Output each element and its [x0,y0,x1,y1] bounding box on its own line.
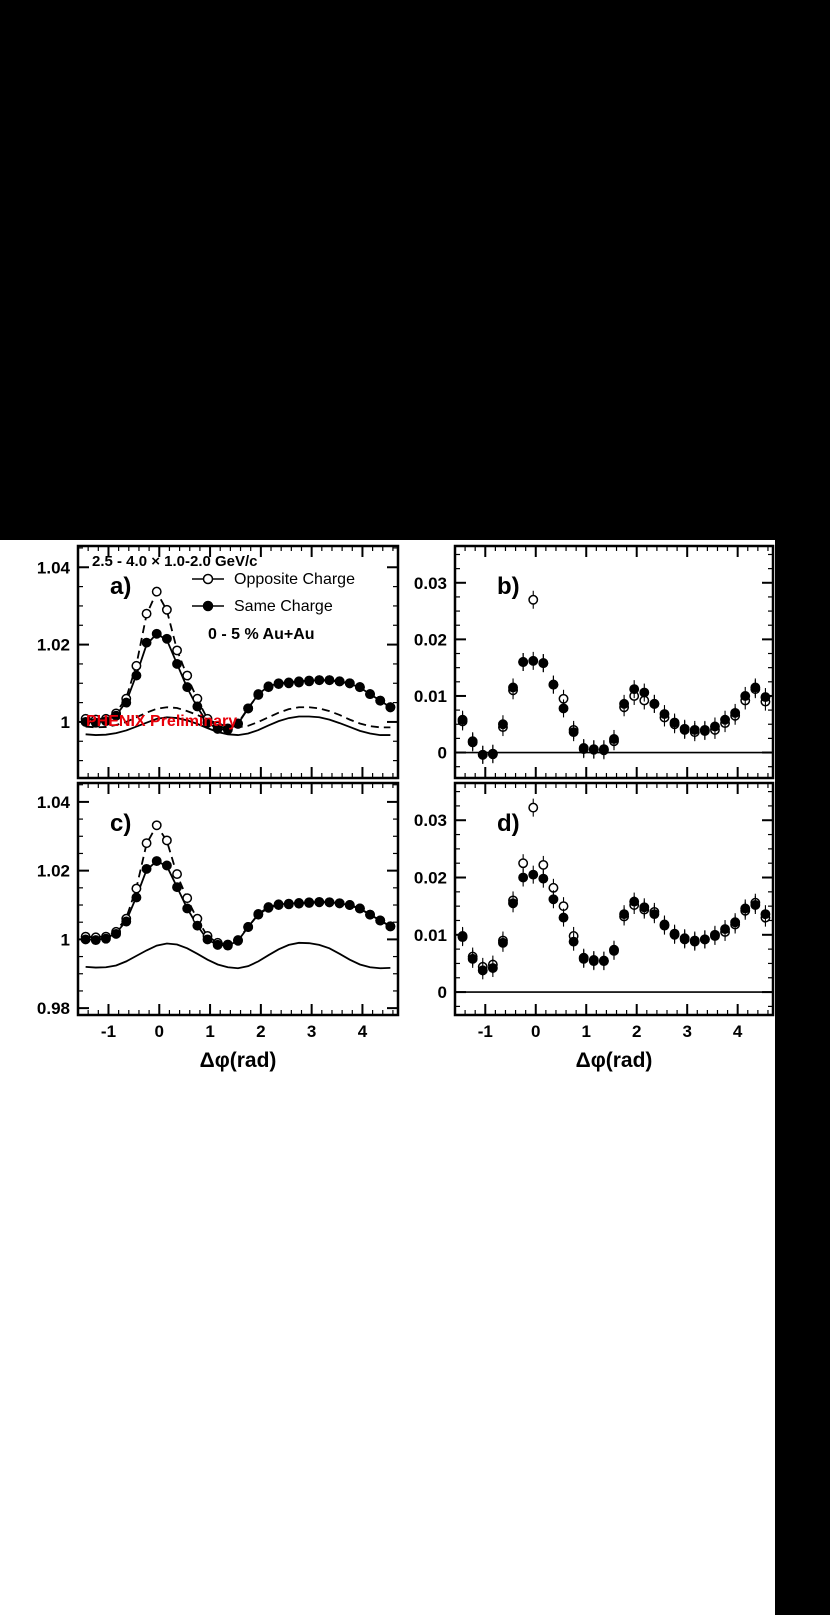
marker-same-charge [285,899,293,907]
marker-same-charge [335,677,343,685]
marker-same-charge [356,683,364,691]
y-tick-label: 0.02 [413,868,447,888]
marker-opposite-charge [173,870,181,878]
marker-same-charge [163,861,171,869]
marker-opposite-charge [132,884,140,892]
marker-same-charge [183,904,191,912]
marker-same-charge [691,936,699,944]
marker-same-charge [142,865,150,873]
marker-same-charge [458,933,466,941]
marker-same-charge [620,700,628,708]
marker-same-charge [559,913,567,921]
marker-opposite-charge [163,606,171,614]
marker-same-charge [741,904,749,912]
marker-same-charge [234,937,242,945]
marker-same-charge [142,638,150,646]
marker-same-charge [386,922,394,930]
marker-same-charge [458,716,466,724]
marker-same-charge [254,910,262,918]
y-tick-label: 0.03 [413,573,447,593]
marker-same-charge [489,964,497,972]
x-tick-label: 2 [256,1022,266,1041]
x-tick-label: -1 [477,1022,493,1041]
marker-same-charge [346,901,354,909]
marker-same-charge [153,630,161,638]
marker-opposite-charge [539,861,547,869]
y-tick-label: 0.02 [413,630,447,650]
marker-same-charge [640,688,648,696]
marker-same-charge [122,917,130,925]
marker-opposite-charge [142,609,150,617]
marker-same-charge [102,935,110,943]
legend-marker-0 [204,575,213,584]
y-tick-label: 1 [60,930,70,950]
y-tick-label: 0.01 [413,925,447,945]
marker-same-charge [711,931,719,939]
marker-same-charge [122,698,130,706]
marker-same-charge [335,899,343,907]
marker-same-charge [711,722,719,730]
marker-same-charge [721,925,729,933]
marker-same-charge [549,680,557,688]
marker-same-charge [285,678,293,686]
marker-same-charge [751,683,759,691]
marker-same-charge [650,700,658,708]
marker-same-charge [529,657,537,665]
marker-opposite-charge [529,596,537,604]
y-tick-label: 0 [437,743,447,763]
panel-letter-b: b) [497,573,520,600]
marker-same-charge [680,934,688,942]
y-tick-label: 0.03 [413,811,447,831]
panel-c [37,783,398,1041]
marker-same-charge [376,916,384,924]
figure-canvas [0,540,775,1615]
marker-same-charge [479,751,487,759]
marker-opposite-charge [183,671,191,679]
marker-same-charge [701,726,709,734]
marker-same-charge [610,946,618,954]
marker-same-charge [203,935,211,943]
marker-same-charge [274,900,282,908]
marker-same-charge [244,704,252,712]
marker-same-charge [630,685,638,693]
x-tick-label: 3 [682,1022,692,1041]
marker-same-charge [305,898,313,906]
marker-same-charge [519,658,527,666]
marker-same-charge [731,709,739,717]
marker-same-charge [173,883,181,891]
x-tick-label: 0 [154,1022,165,1041]
panel-d [414,783,773,1041]
marker-same-charge [325,676,333,684]
marker-same-charge [264,682,272,690]
marker-same-charge [610,735,618,743]
marker-same-charge [660,920,668,928]
y-tick-label: 0.01 [413,686,447,706]
x-tick-label: 1 [581,1022,591,1041]
marker-same-charge [590,745,598,753]
marker-same-charge [600,957,608,965]
marker-same-charge [580,744,588,752]
marker-same-charge [295,899,303,907]
marker-same-charge [315,676,323,684]
marker-opposite-charge [142,839,150,847]
marker-opposite-charge [132,662,140,670]
marker-same-charge [92,936,100,944]
marker-same-charge [670,931,678,939]
marker-same-charge [509,683,517,691]
legend-marker-1 [204,602,213,611]
marker-same-charge [569,937,577,945]
marker-same-charge [305,676,313,684]
centrality-label: 0 - 5 % Au+Au [208,626,315,643]
marker-same-charge [479,966,487,974]
marker-same-charge [761,910,769,918]
marker-same-charge [569,728,577,736]
marker-same-charge [244,923,252,931]
x-axis-title-c: Δφ(rad) [199,1049,277,1072]
marker-same-charge [489,749,497,757]
header-label: 2.5 - 4.0 × 1.0-2.0 GeV/c [92,553,258,570]
marker-same-charge [254,690,262,698]
marker-same-charge [751,901,759,909]
marker-same-charge [529,870,537,878]
legend-label-1: Same Charge [234,598,333,615]
panel-letter-c: c) [110,810,132,837]
marker-same-charge [356,904,364,912]
legend-label-0: Opposite Charge [234,571,355,588]
marker-opposite-charge [173,646,181,654]
marker-same-charge [386,703,394,711]
marker-opposite-charge [153,587,161,595]
x-tick-label: 0 [531,1022,541,1041]
marker-same-charge [630,897,638,905]
x-tick-label: 4 [357,1022,368,1041]
marker-same-charge [193,702,201,710]
x-tick-label: 3 [306,1022,317,1041]
marker-same-charge [670,718,678,726]
marker-same-charge [468,737,476,745]
y-tick-label: 1.02 [36,635,70,655]
panel-letter-d: d) [497,810,520,837]
marker-same-charge [346,679,354,687]
marker-opposite-charge [163,836,171,844]
marker-same-charge [499,939,507,947]
marker-same-charge [620,910,628,918]
marker-same-charge [315,898,323,906]
x-tick-label: 1 [205,1022,215,1041]
marker-same-charge [224,941,232,949]
y-tick-label: 1.04 [36,792,70,812]
marker-same-charge [559,704,567,712]
marker-same-charge [539,874,547,882]
marker-same-charge [691,726,699,734]
marker-same-charge [173,660,181,668]
marker-same-charge [274,679,282,687]
marker-same-charge [580,955,588,963]
marker-same-charge [163,635,171,643]
marker-opposite-charge [183,894,191,902]
marker-opposite-charge [529,803,537,811]
marker-same-charge [600,745,608,753]
marker-same-charge [366,910,374,918]
marker-same-charge [509,899,517,907]
marker-same-charge [183,683,191,691]
x-axis-title-d: Δφ(rad) [575,1049,653,1072]
marker-same-charge [650,910,658,918]
marker-same-charge [499,720,507,728]
marker-same-charge [549,895,557,903]
marker-same-charge [731,918,739,926]
y-tick-label: 1.02 [36,861,70,881]
marker-same-charge [376,696,384,704]
preliminary-label: PHENIX Preliminary [86,713,238,730]
marker-same-charge [741,692,749,700]
marker-same-charge [468,955,476,963]
y-tick-label: 0 [437,983,447,1003]
marker-same-charge [325,898,333,906]
panel-b [414,546,773,778]
marker-same-charge [519,873,527,881]
marker-same-charge [193,921,201,929]
x-tick-label: -1 [100,1022,117,1041]
marker-opposite-charge [519,859,527,867]
marker-same-charge [640,903,648,911]
y-tick-label: 0.98 [36,999,70,1019]
y-tick-label: 1.04 [36,558,70,578]
marker-same-charge [132,671,140,679]
marker-same-charge [153,857,161,865]
marker-same-charge [761,693,769,701]
x-tick-label: 4 [732,1022,743,1041]
panel-letter-a: a) [110,573,132,600]
four-panel-plot [0,540,775,1075]
marker-same-charge [366,690,374,698]
marker-same-charge [539,659,547,667]
marker-same-charge [590,957,598,965]
marker-opposite-charge [153,821,161,829]
marker-same-charge [660,710,668,718]
marker-same-charge [132,893,140,901]
y-tick-label: 1 [60,712,70,732]
marker-same-charge [680,725,688,733]
marker-same-charge [721,716,729,724]
marker-same-charge [701,935,709,943]
marker-same-charge [81,935,89,943]
marker-same-charge [112,930,120,938]
marker-same-charge [295,677,303,685]
x-tick-label: 2 [631,1022,642,1041]
marker-same-charge [264,903,272,911]
marker-same-charge [213,941,221,949]
